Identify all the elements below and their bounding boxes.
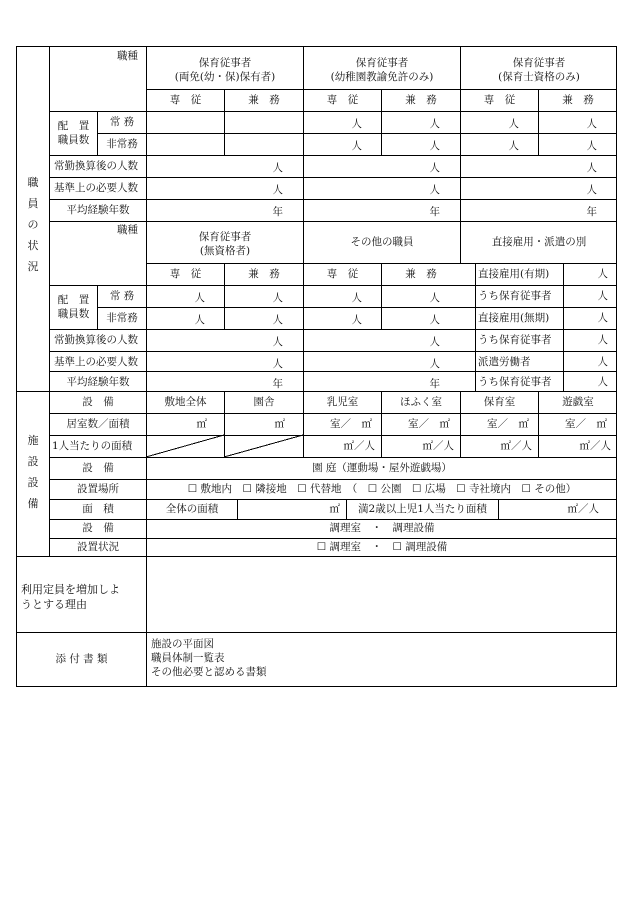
unit-9: 人	[272, 162, 283, 174]
unit-13: 人	[429, 184, 440, 196]
col-header-sonota: その他の職員	[350, 236, 414, 248]
unit-8: 人	[586, 140, 597, 152]
haichi-label-1: 配 置 職員数	[57, 120, 90, 146]
senju-1a: 専 従	[169, 94, 202, 106]
unit-room-1: 室／ ㎡	[330, 418, 372, 430]
unit-10: 人	[429, 162, 440, 174]
unit-15: 年	[272, 206, 283, 218]
setsubi-col-3: ほふく室	[400, 396, 442, 408]
section-staff-label: 職員の状況	[27, 176, 39, 273]
unit-11: 人	[586, 162, 597, 174]
unit-25: 人	[429, 314, 440, 326]
col-header-youchien: 保育従事者 (幼稚園教諭免許のみ)	[330, 57, 434, 83]
senju-2b: 専 従	[326, 268, 359, 280]
unit-per-5: ㎡／人	[567, 503, 599, 515]
unit-37: 人	[597, 376, 608, 388]
unit-34: 人	[597, 312, 608, 324]
unit-m2-2: ㎡	[274, 418, 285, 430]
kijun-label-2: 基準上の必要人数	[54, 356, 138, 368]
hitori-label: 1人当たりの面積	[52, 440, 133, 452]
employment-4: 派遣労働者	[478, 356, 531, 368]
senju-1b: 専 従	[326, 94, 359, 106]
unit-m2-1: ㎡	[196, 418, 207, 430]
setsubi-col-1: 園舎	[253, 396, 275, 408]
kijun-label-1: 基準上の必要人数	[54, 182, 138, 194]
unit-18: 人	[194, 292, 205, 304]
kenmu-1c: 兼 務	[562, 94, 594, 106]
unit-24: 人	[351, 314, 362, 326]
unit-23: 人	[272, 314, 283, 326]
unit-m2-3: ㎡	[329, 503, 340, 515]
tenpu-list: 施設の平面図 職員体制一覧表 その他必要と認める書類	[151, 638, 267, 678]
unit-22: 人	[194, 314, 205, 326]
setsubi-col-5: 遊戯室	[562, 396, 594, 408]
riyuu-label: 利用定員を増加しよ うとする理由	[21, 583, 120, 611]
unit-17: 年	[586, 206, 597, 218]
heikin-label-2: 平均経験年数	[66, 376, 130, 388]
employment-0: 直接雇用(有期)	[478, 268, 550, 280]
unit-33: 人	[597, 290, 608, 302]
unit-16: 年	[429, 206, 440, 218]
unit-7: 人	[508, 140, 519, 152]
unit-per-2: ㎡／人	[422, 440, 454, 452]
setsubi-col-2: 乳児室	[326, 396, 359, 408]
shokushu-label-2: 職種	[117, 224, 138, 236]
setchi-options[interactable]: ☐ 敷地内 ☐ 隣接地 ☐ 代替地 （ ☐ 公園 ☐ 広場 ☐ 寺社境内 ☐ その他）	[187, 483, 577, 495]
unit-1: 人	[351, 118, 362, 130]
kenmu-2a: 兼 務	[248, 268, 280, 280]
setchi-joukyou-label: 設置状況	[77, 541, 119, 553]
unit-room-4: 室／ ㎡	[565, 418, 607, 430]
senju-1c: 専 従	[483, 94, 516, 106]
chouri-check[interactable]: ☐ 調理室 ・ ☐ 調理設備	[316, 541, 448, 553]
kenmu-1b: 兼 務	[405, 94, 437, 106]
employment-5: うち保育従事者	[478, 376, 552, 388]
joukin-label-1: 常 務	[109, 116, 135, 128]
unit-29: 人	[429, 358, 440, 370]
unit-2: 人	[429, 118, 440, 130]
col-header-mushikaku: 保育従事者 (無資格者)	[198, 231, 252, 257]
kenmu-1a: 兼 務	[248, 94, 280, 106]
unit-room-3: 室／ ㎡	[487, 418, 529, 430]
unit-14: 人	[586, 184, 597, 196]
setsubi-label: 設 備	[82, 396, 114, 408]
unit-28: 人	[272, 358, 283, 370]
entei-label: 園 庭（運動場・屋外遊戯場）	[312, 462, 452, 474]
riyuu-input[interactable]	[147, 557, 616, 632]
menseki-label: 面 積	[82, 503, 114, 515]
employment-2: 直接雇用(無期)	[478, 312, 550, 324]
setsubi-label-2: 設 備	[82, 462, 114, 474]
hijoukin-label-1: 非常務	[106, 138, 138, 150]
unit-4: 人	[586, 118, 597, 130]
section-facility-label: 施設設備	[27, 434, 39, 510]
joukin-kansan-label-1: 常勤換算後の人数	[54, 160, 138, 172]
setsubi-col-4: 保育室	[483, 396, 516, 408]
unit-36: 人	[597, 356, 608, 368]
unit-room-2: 室／ ㎡	[408, 418, 450, 430]
kenmu-2b: 兼 務	[405, 268, 437, 280]
employment-3: うち保育従事者	[478, 334, 552, 346]
unit-per-3: ㎡／人	[500, 440, 532, 452]
unit-per-4: ㎡／人	[579, 440, 611, 452]
unit-30: 年	[272, 378, 283, 390]
setsubi-col-0: 敷地全体	[164, 396, 207, 408]
unit-12: 人	[272, 184, 283, 196]
unit-6: 人	[429, 140, 440, 152]
senju-2a: 専 従	[169, 268, 202, 280]
hijoukin-label-2: 非常務	[106, 312, 138, 324]
man2-label: 満2歳以上児1人当たり面積	[358, 503, 487, 515]
unit-21: 人	[429, 292, 440, 304]
setchi-basho-label: 設置場所	[77, 483, 119, 495]
zentai-menseki-label: 全体の面積	[165, 503, 219, 515]
kyoshitsu-label: 居室数／面積	[66, 418, 130, 430]
heikin-label-1: 平均経験年数	[66, 204, 130, 216]
joukin-kansan-label-2: 常勤換算後の人数	[54, 334, 138, 346]
haichi-label-2: 配 置 職員数	[57, 294, 90, 320]
chouri-label: 調理室 ・ 調理設備	[329, 522, 435, 534]
col-header-ryoumen: 保育従事者 (両免(幼・保)保有者)	[174, 57, 276, 83]
col-header-koyou: 直接雇用・派遣の別	[491, 236, 587, 248]
tenpu-label: 添 付 書 類	[55, 653, 108, 665]
unit-26: 人	[272, 336, 283, 348]
unit-per-1: ㎡／人	[343, 440, 375, 452]
joukin-label-2: 常 務	[109, 290, 135, 302]
unit-31: 年	[429, 378, 440, 390]
unit-27: 人	[429, 336, 440, 348]
col-header-hoikushi: 保育従事者 (保育士資格のみ)	[498, 57, 580, 83]
unit-32: 人	[597, 268, 608, 280]
employment-1: うち保育従事者	[478, 290, 552, 302]
setsubi-label-3: 設 備	[82, 522, 114, 534]
unit-3: 人	[508, 118, 519, 130]
unit-20: 人	[351, 292, 362, 304]
shokushu-label-1: 職種	[117, 50, 138, 62]
unit-19: 人	[272, 292, 283, 304]
unit-5: 人	[351, 140, 362, 152]
unit-35: 人	[597, 334, 608, 346]
